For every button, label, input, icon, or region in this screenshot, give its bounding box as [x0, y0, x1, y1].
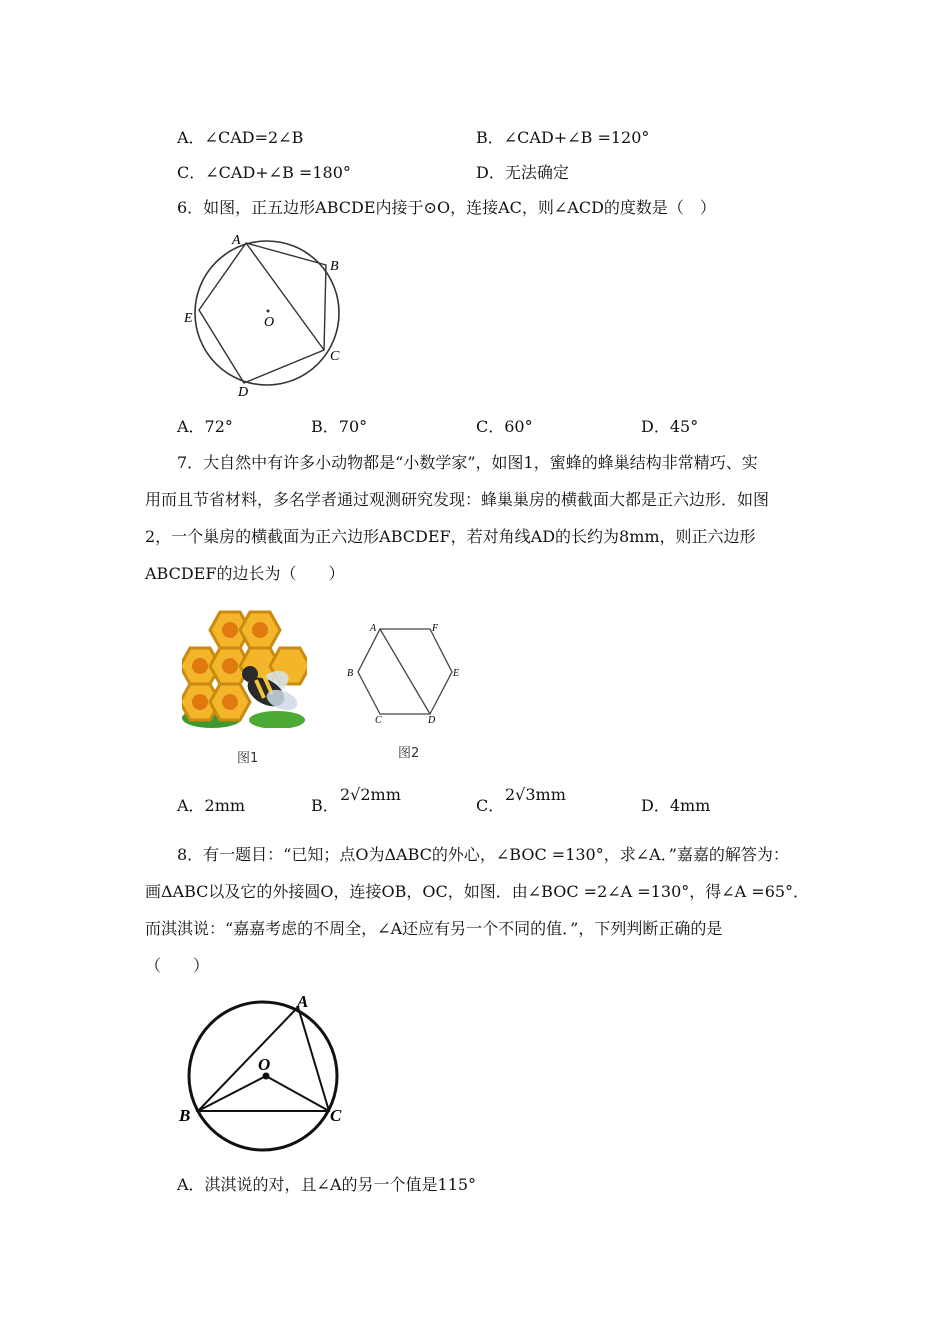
hex-label-e: E [453, 668, 460, 679]
q7-line-4: ABCDEF的边长为（ ） [145, 564, 345, 583]
q6-label-o: O [264, 315, 275, 330]
q6-label-c: C [330, 349, 340, 364]
q6-option-c: C．60° [476, 417, 533, 436]
q8-option-a: A．淇淇说的对，且∠A的另一个值是115° [177, 1175, 477, 1194]
q7-hexagon-figure [340, 617, 470, 727]
q6-option-d: D．45° [641, 417, 699, 436]
q8-label-a: A [297, 992, 309, 1011]
q8-label-b: B [179, 1106, 191, 1125]
q5-option-b: B．∠CAD+∠B =120° [476, 128, 650, 147]
q5-option-c: C．∠CAD+∠B =180° [177, 163, 351, 182]
q8-line-2: 画ΔABC以及它的外接圆O，连接OB，OC，如图．由∠BOC =2∠A =130°，得∠A =65°． [145, 882, 810, 901]
q6-pentagon-figure [180, 228, 355, 403]
q7-line-2: 用而且节省材料，多名学者通过观测研究发现：蜂巢巢房的横截面大都是正六边形．如图 [145, 490, 770, 509]
q6-option-a: A．72° [177, 417, 233, 436]
q6-label-a: A [232, 233, 241, 248]
q7-option-b-value: 2√2mm [340, 785, 401, 804]
q8-line-3: 而淇淇说：“嘉嘉考虑的不周全，∠A还应有另一个不同的值．”，下列判断正确的是 [145, 919, 723, 938]
q6-label-b: B [330, 259, 339, 274]
hex-label-c: C [375, 715, 382, 726]
q8-circumcircle-figure [178, 990, 358, 1160]
q8-line-1: 8．有一题目：“已知；点O为ΔABC的外心，∠BOC =130°，求∠A．”嘉嘉的解答为： [177, 845, 789, 864]
q7-line-1: 7．大自然中有许多小动物都是“小数学家”，如图1，蜜蜂的蜂巢结构非常精巧、实 [177, 453, 758, 472]
fig2-caption: 图2 [398, 746, 420, 761]
q7-option-b-prefix: B． [311, 796, 339, 815]
hex-label-f: F [432, 623, 439, 634]
q5-option-d: D．无法确定 [476, 163, 569, 182]
q8-label-o: O [258, 1055, 271, 1074]
q7-option-d: D．4mm [641, 796, 711, 815]
hex-label-d: D [428, 715, 436, 726]
fig1-caption: 图1 [237, 751, 259, 766]
q6-option-b: B．70° [311, 417, 368, 436]
q5-option-a: A．∠CAD=2∠B [177, 128, 304, 147]
hex-label-b: B [347, 668, 354, 679]
q7-line-3: 2，一个巢房的横截面为正六边形ABCDEF，若对角线AD的长约为8mm，则正六边形 [145, 527, 756, 546]
q6-label-e: E [184, 311, 193, 326]
q8-label-c: C [330, 1106, 342, 1125]
q7-option-c-prefix: C． [476, 796, 505, 815]
q6-stem: 6．如图，正五边形ABCDE内接于⊙O，连接AC，则∠ACD的度数是（ ） [177, 198, 716, 217]
q8-line-4: （ ） [145, 956, 210, 975]
q7-option-a: A．2mm [177, 796, 246, 815]
q6-label-d: D [238, 385, 249, 400]
honeycomb-bee-image [182, 604, 307, 728]
hex-label-a: A [370, 623, 377, 634]
q7-option-c-value: 2√3mm [505, 785, 566, 804]
